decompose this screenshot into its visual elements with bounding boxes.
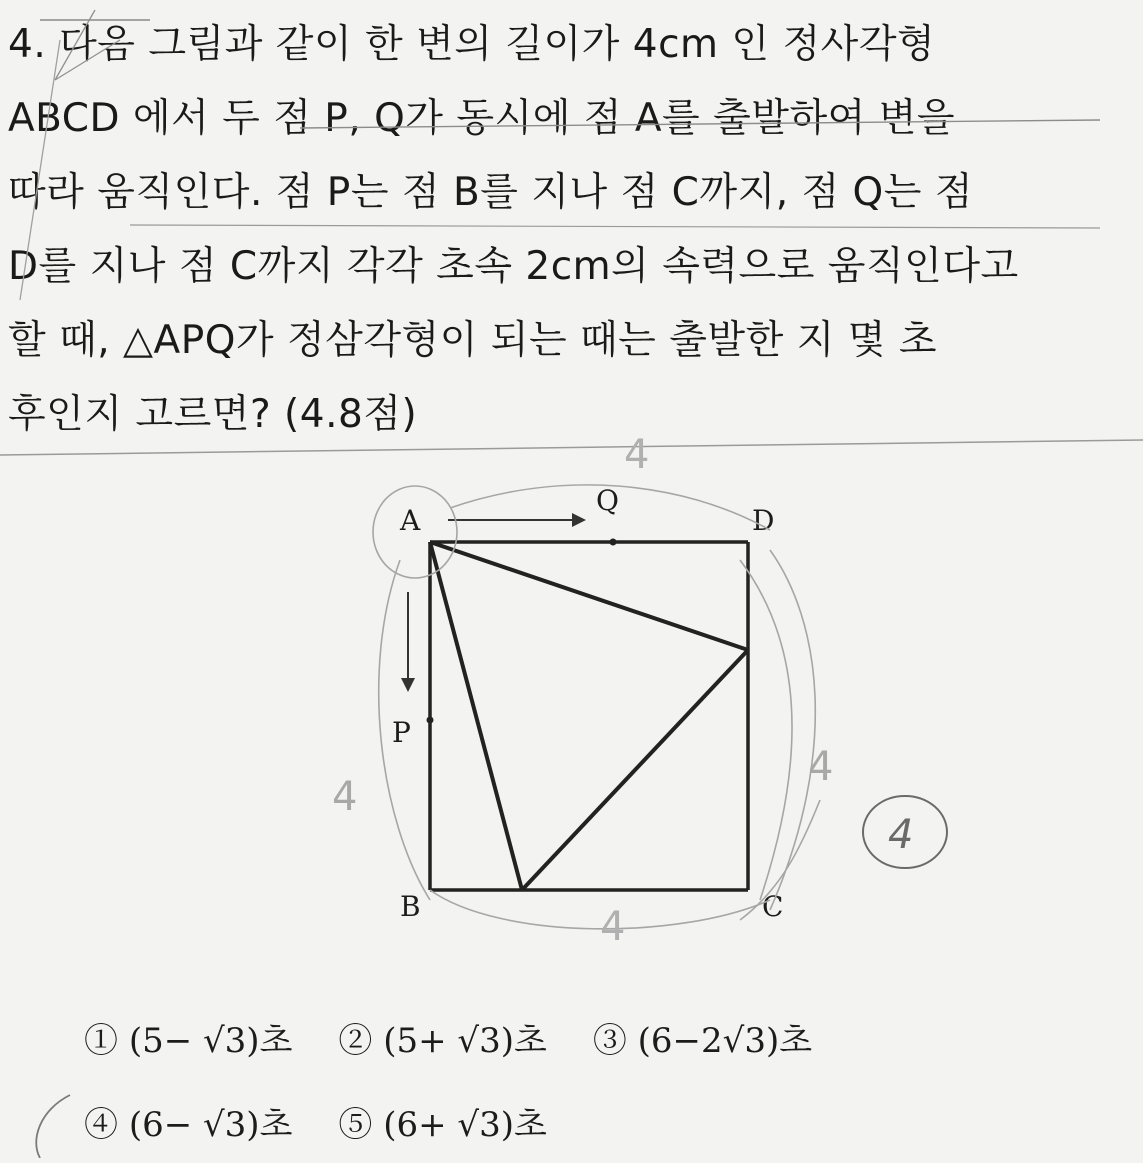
problem-line: 후인지 고르면? (4.8점) [8, 392, 418, 437]
answer-choices [84, 995, 1124, 1163]
problem-statement [8, 8, 1128, 452]
label-a: A [400, 504, 421, 537]
arrow-down-icon [401, 592, 415, 692]
problem-line: 4. 다음 그림과 같이 한 변의 길이가 4cm 인 정사각형 [8, 22, 936, 67]
circled-answer [863, 796, 947, 868]
hand-note-top: 4 [624, 432, 650, 478]
problem-line: 따라 움직인다. 점 P는 점 B를 지나 점 C까지, 점 Q는 점 [8, 170, 973, 215]
choice-number: ② [338, 1020, 373, 1061]
choice-3[interactable] [593, 1013, 812, 1062]
answer-mark: 4 [888, 812, 914, 858]
hand-note-bottom: 4 [600, 904, 626, 950]
choice-number: ③ [592, 1020, 627, 1061]
triangle-apq [430, 542, 748, 890]
hand-note-right: 4 [808, 744, 834, 790]
choice-number: ⑤ [338, 1104, 373, 1145]
arrow-right-icon [448, 513, 586, 527]
point-q-dot [610, 539, 617, 546]
point-p-dot [427, 717, 434, 724]
choice-text: (6−2√3)초 [637, 1020, 813, 1061]
problem-line: ABCD 에서 두 점 P, Q가 동시에 점 A를 출발하여 변을 [8, 96, 956, 141]
choice-5[interactable] [338, 1097, 546, 1146]
hand-note-left: 4 [332, 774, 358, 820]
choice-row [84, 995, 1124, 1079]
choice-1[interactable] [84, 1013, 292, 1062]
problem-line: 할 때, △APQ가 정삼각형이 되는 때는 출발한 지 몇 초 [8, 318, 937, 363]
label-b: B [400, 890, 421, 923]
choice-number: ④ [84, 1104, 118, 1145]
problem-line: D를 지나 점 C까지 각각 초속 2cm의 속력으로 움직인다고 [8, 244, 1019, 289]
choice-text: (6− √3)초 [128, 1104, 293, 1145]
label-q: Q [596, 484, 619, 517]
choice-4[interactable] [84, 1097, 292, 1146]
choice-text: (5− √3)초 [128, 1020, 293, 1061]
choice-row [84, 1079, 1124, 1163]
label-d: D [752, 504, 775, 537]
label-c: C [762, 890, 784, 923]
label-p: P [392, 716, 411, 749]
choice-2[interactable] [338, 1013, 546, 1062]
square-figure [300, 420, 1060, 960]
pencil-marks-figure [373, 485, 820, 929]
choice-number: ① [84, 1020, 118, 1061]
choice-text: (6+ √3)초 [383, 1104, 547, 1145]
choice-text: (5+ √3)초 [383, 1020, 547, 1061]
